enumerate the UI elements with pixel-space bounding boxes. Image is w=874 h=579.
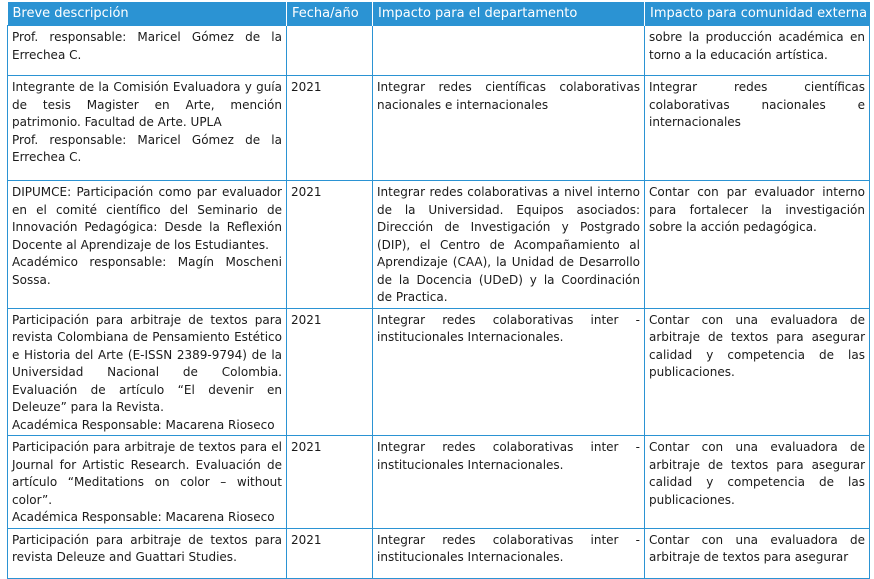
description-line: DIPUMCE: Participación como par evaluador en el comité científico del Seminario de Innovación Pedagógica: Desde la Reflexión Docente al Aprendizaje de los Estudiantes. bbox=[12, 185, 282, 252]
description-line: Académica Responsable: Macarena Rioseco bbox=[12, 417, 275, 432]
cell-description bbox=[8, 528, 287, 578]
dept-impact-text: Integrar redes científicas colaborativas nacionales e internacionales bbox=[377, 80, 640, 112]
description-line: Prof. responsable: Maricel Gómez de la Errechea C. bbox=[12, 132, 282, 164]
table-row bbox=[8, 308, 870, 436]
cell-external-impact bbox=[645, 308, 870, 436]
description-line: Participación para arbitraje de textos para revista Colombiana de Pensamiento Estético e Historia del Arte (E-ISSN 2389-9794) de la Universidad Nacional de Colombia. Evaluación de artículo “El devenir en Deleuze” para la Revista. bbox=[12, 312, 282, 414]
cell-external-impact bbox=[645, 76, 870, 181]
header-description: Breve descripción bbox=[8, 2, 287, 26]
cell-description bbox=[8, 76, 287, 181]
external-impact-text: Contar con par evaluador interno para fortalecer la investigación sobre la acción pedagógica. bbox=[649, 185, 865, 234]
document-page bbox=[7, 2, 869, 579]
header-row bbox=[8, 2, 870, 26]
description-line: Académica Responsable: Macarena Rioseco bbox=[12, 510, 275, 524]
description-line: Integrante de la Comisión Evaluadora y guía de tesis Magister en Arte, mención patrimonio. Facultad de Arte. UPLA bbox=[12, 80, 282, 129]
external-impact-text: sobre la producción académica en torno a la educación artística. bbox=[649, 30, 865, 62]
header-dept-impact: Impacto para el departamento bbox=[373, 2, 645, 26]
cell-description bbox=[8, 436, 287, 529]
dept-impact-text: Integrar redes colaborativas inter - institucionales Internacionales. bbox=[377, 440, 640, 472]
description-line: Participación para arbitraje de textos para el Journal for Artistic Research. Evaluación de artículo “Meditations on color – without color”. bbox=[12, 440, 282, 507]
cell-year: 2021 bbox=[287, 528, 373, 578]
table-row bbox=[8, 528, 870, 578]
cell-dept-impact bbox=[373, 308, 645, 436]
table-row bbox=[8, 76, 870, 181]
cell-year: 2021 bbox=[287, 181, 373, 309]
description-line: Prof. responsable: Maricel Gómez de la Errechea C. bbox=[12, 30, 282, 62]
external-impact-text: Contar con una evaluadora de arbitraje de textos para asegurar calidad y competencia de las publicaciones. bbox=[649, 440, 865, 507]
activities-table bbox=[7, 2, 870, 579]
cell-dept-impact bbox=[373, 76, 645, 181]
external-impact-text: Contar con una evaluadora de arbitraje de textos para asegurar bbox=[649, 532, 865, 564]
dept-impact-text: Integrar redes colaborativas inter - institucionales Internacionales. bbox=[377, 532, 640, 564]
cell-dept-impact bbox=[373, 436, 645, 529]
cell-external-impact bbox=[645, 26, 870, 76]
header-external-impact: Impacto para comunidad externa bbox=[645, 2, 870, 26]
cell-description bbox=[8, 181, 287, 309]
table-row bbox=[8, 436, 870, 529]
cell-external-impact bbox=[645, 181, 870, 309]
external-impact-text: Contar con una evaluadora de arbitraje de textos para asegurar calidad y competencia de las publicaciones. bbox=[649, 312, 865, 379]
table-row bbox=[8, 26, 870, 76]
cell-year: 2021 bbox=[287, 308, 373, 436]
cell-external-impact bbox=[645, 436, 870, 529]
cell-description bbox=[8, 308, 287, 436]
table-row bbox=[8, 181, 870, 309]
cell-dept-impact bbox=[373, 181, 645, 309]
cell-year: 2021 bbox=[287, 436, 373, 529]
description-line: Participación para arbitraje de textos para revista Deleuze and Guattari Studies. bbox=[12, 532, 282, 564]
header-year: Fecha/año bbox=[287, 2, 373, 26]
cell-year bbox=[287, 26, 373, 76]
cell-external-impact bbox=[645, 528, 870, 578]
cell-year: 2021 bbox=[287, 76, 373, 181]
cell-dept-impact bbox=[373, 26, 645, 76]
cell-dept-impact bbox=[373, 528, 645, 578]
cell-description bbox=[8, 26, 287, 76]
description-line: Académico responsable: Magín Moscheni Sossa. bbox=[12, 255, 282, 287]
dept-impact-text: Integrar redes colaborativas a nivel interno de la Universidad. Equipos asociados: Dirección de Investigación y Postgrado (DIP), el Centro de Acompañamiento al Aprendizaje (CAA), la Unidad de Desarrollo de la Docencia (UDeD) y la Coordinación de Practica. bbox=[377, 185, 640, 304]
dept-impact-text: Integrar redes colaborativas inter - institucionales Internacionales. bbox=[377, 312, 640, 344]
external-impact-text: Integrar redes científicas colaborativas nacionales e internacionales bbox=[649, 80, 865, 129]
